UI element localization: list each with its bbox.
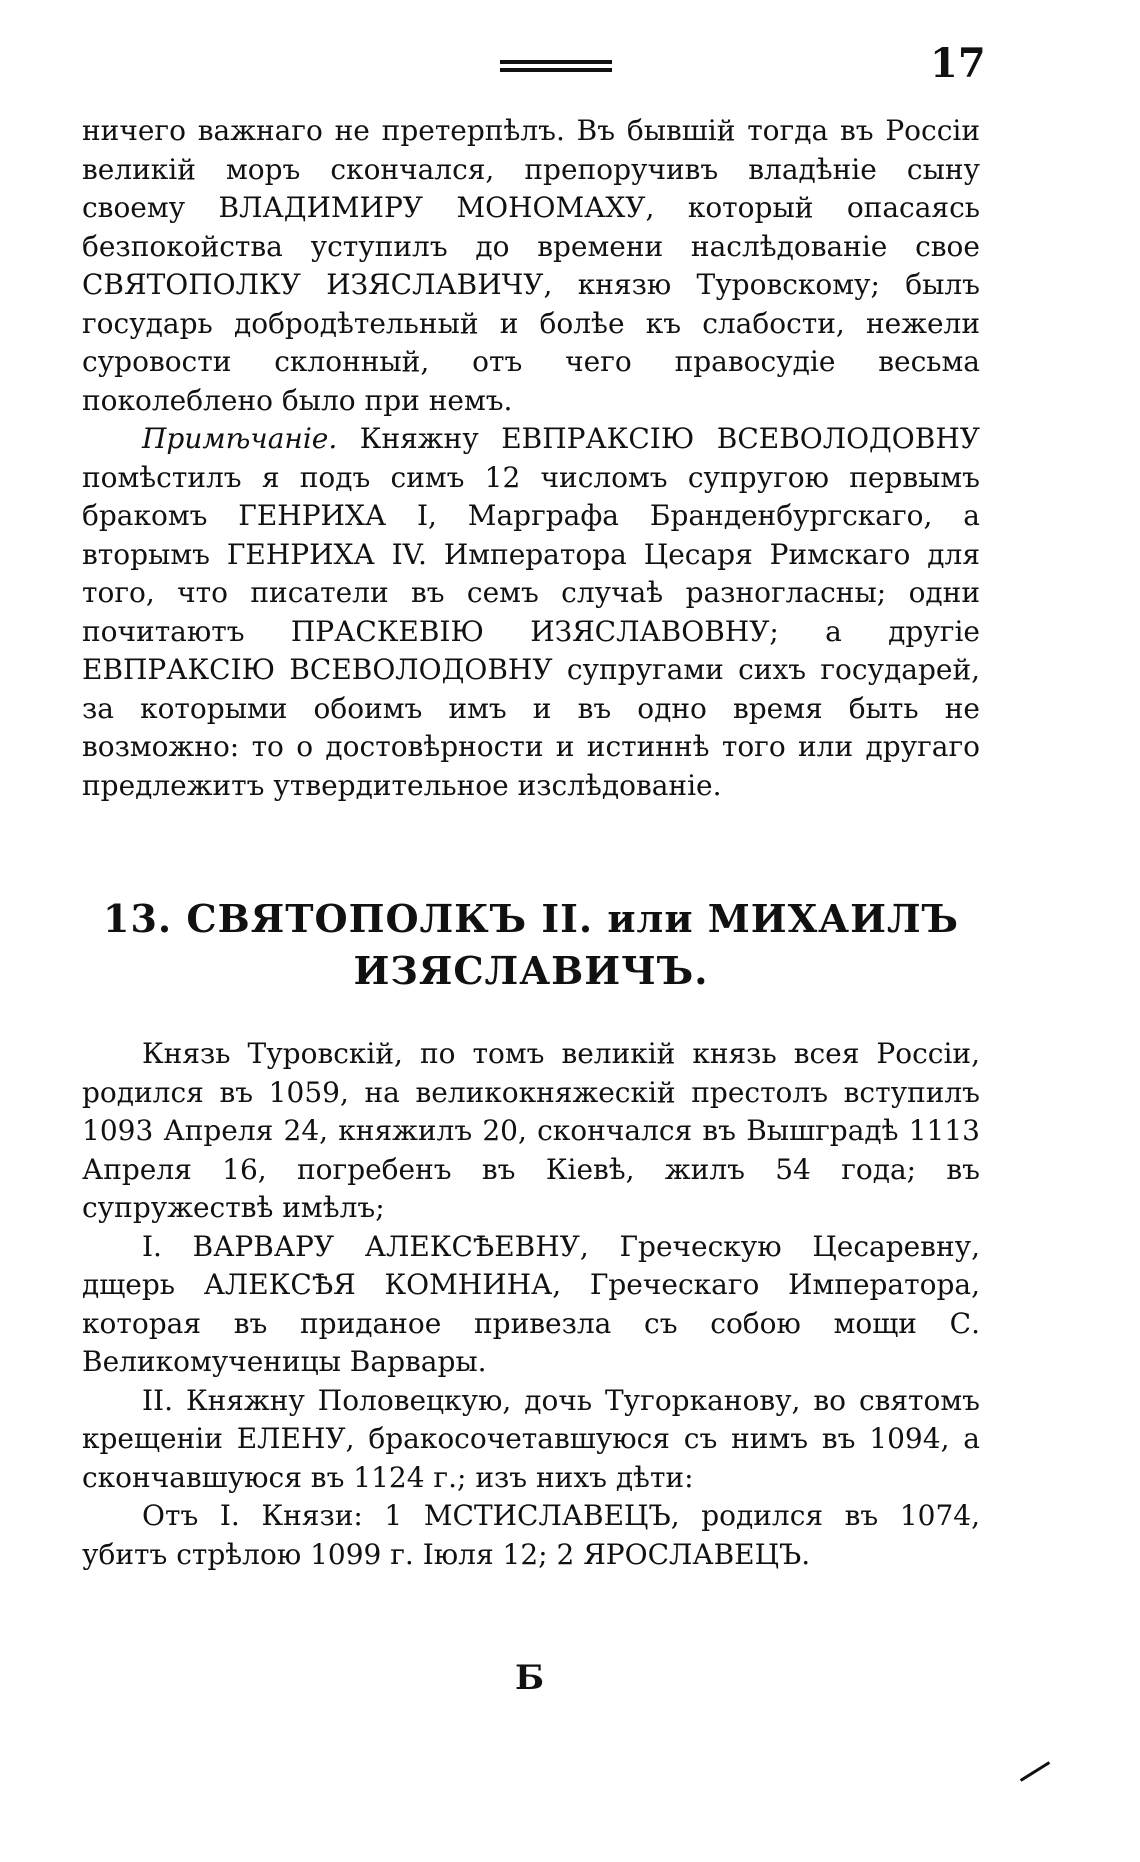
paragraph: Отъ I. Князи: 1 МСТИСЛАВЕЦЪ, родился въ 1074, убитъ стрѣлою 1099 г. Іюля 12; 2 ЯРОСЛАВЕЦЪ. [82,1499,980,1571]
paragraph: II. Княжну Половецкую, дочь Тугорканову, во святомъ крещеніи ЕЛЕНУ, бракосочетавшуюся съ нимъ въ 1094, а скончавшуюся въ 1124 г.; изъ нихъ дѣти: [82,1383,980,1494]
section-heading [82,893,980,997]
paragraph: I. ВАРВАРУ АЛЕКСѢЕВНУ, Греческую Цесаревну, дщерь АЛЕКСѢЯ КОМНИНА, Греческаго Императора, которая въ приданое привезла съ собою мощи С. Великомученицы Варвары. [82,1229,980,1378]
page-number: 17 [930,40,986,87]
note-label: Примѣчаніе. [142,422,338,455]
signature-mark: Б [515,1658,545,1698]
text-block-continuation [82,112,980,805]
note-paragraph [82,420,980,805]
header-ornament-rule [500,60,612,72]
heading-line: ИЗЯСЛАВИЧЪ. [353,948,709,993]
text-block-section-13 [82,1035,980,1574]
note-text: Княжну ЕВПРАКСІЮ ВСЕВОЛОДОВНУ помѣстилъ я подъ симъ 12 числомъ супругою первымъ бракомъ ГЕНРИХА I, Марграфа Бранденбургскаго, а вторымъ ГЕНРИХА IV. Императора Цесаря Римскаго для того, что писатели въ семъ случаѣ разногласны; одни почитаютъ ПРАСКЕВІЮ ИЗЯСЛАВОВНУ; а другіе ЕВПРАКСІЮ ВСЕВОЛОДОВНУ супругами сихъ государей, за которыми обоимъ имъ и въ одно время быть не возможно: то о достовѣрности и истиннѣ того или другаго предлежитъ утвердительное изслѣдованіе. [82,422,980,802]
paragraph: Князь Туровскій, по томъ великій князь всея Россіи, родился въ 1059, на великокняжескій престолъ вступилъ 1093 Апреля 24, княжилъ 20, скончался въ Вышградѣ 1113 Апреля 16, погребенъ въ Кіевѣ, жилъ 54 года; въ супружествѣ имѣлъ; [82,1037,980,1224]
paragraph: ничего важнаго не претерпѣлъ. Въ бывшій тогда въ Россіи великій моръ скончался, препоручивъ владѣніе сыну своему ВЛАДИМИРУ МОНОМАХУ, который опасаясь безпокойства уступилъ до времени наслѣдованіе свое СВЯТОПОЛКУ ИЗЯСЛАВИЧУ, князю Туровскому; былъ государь добродѣтельный и болѣе къ слабости, нежели суровости склонный, отъ чего правосудіе весьма поколеблено было при немъ. [82,114,980,417]
ink-mark [1020,1761,1050,1782]
heading-line: 13. СВЯТОПОЛКЪ II. или МИХАИЛЪ [103,896,959,941]
